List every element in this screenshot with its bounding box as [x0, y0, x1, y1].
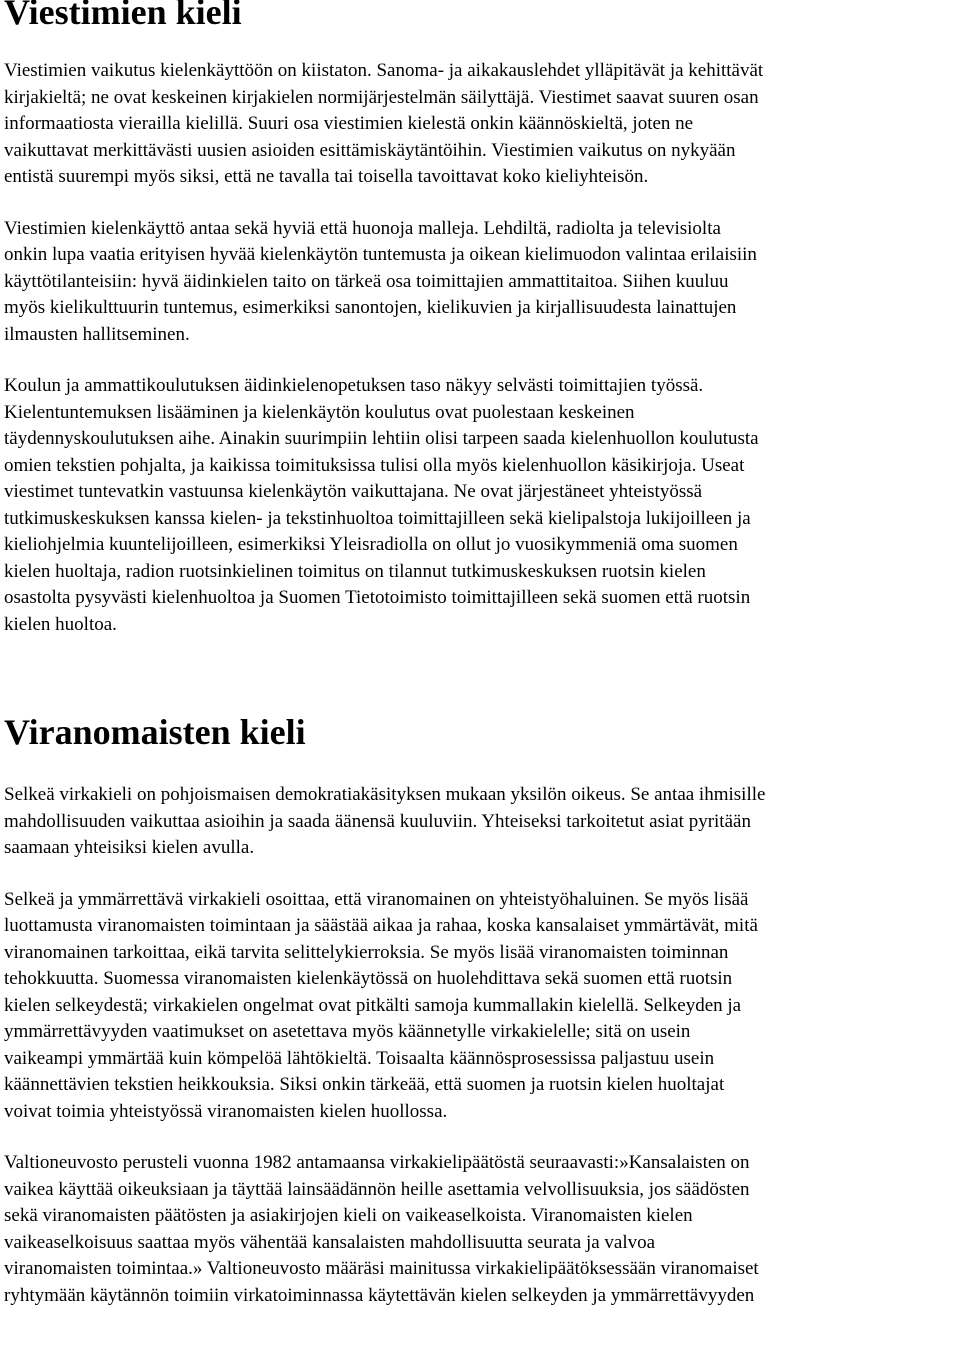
text-line: mahdollisuuden vaikuttaa asioihin ja saada äänensä kuuluviin. Yhteiseksi tarkoitetut asiat pyritään: [4, 810, 751, 832]
text-line: voivat toimia yhteistyössä viranomaisten kielen huollossa.: [4, 1100, 448, 1122]
text-line: informaatiosta vierailla kielillä. Suuri osa viestimien kielestä onkin käännöskieltä, joten ne: [4, 113, 694, 134]
section-heading-viestimien-kieli: Viestimien kieli: [4, 0, 242, 32]
text-line: luottamusta viranomaisten toimintaan ja säästää aikaa ja rahaa, koska kansalaiset ymmärtävät, mitä: [4, 915, 758, 936]
text-line: vaikea käyttää oikeuksiaan ja täyttää lainsäädännön heille asettamia velvollisuuksia, jos säädösten: [4, 1178, 750, 1200]
text-line: kielen huoltoa.: [4, 613, 117, 635]
text-line: vaikuttavat merkittävästi uusien asioiden esittämiskäytäntöihin. Viestimien vaikutus on nykyään: [4, 139, 736, 161]
text-line: Viestimien kielenkäyttö antaa sekä hyviä että huonoja malleja. Lehdiltä, radiolta ja televisiolta: [4, 217, 721, 239]
text-line: Selkeä virkakieli on pohjoismaisen demokratiakäsityksen mukaan yksilön oikeus. Se antaa ihmisille: [4, 784, 766, 805]
text-line: Valtioneuvosto perusteli vuonna 1982 antamaansa virkakielipäätöstä seuraavasti:»Kansalaisten on: [4, 1152, 750, 1173]
text-line: täydennyskoulutuksen aihe. Ainakin suurimpiin lehtiin olisi tarpeen saada kielenhuollon koulutusta: [4, 428, 759, 449]
text-line: myös kielikulttuurin tuntemus, esimerkiksi sanontojen, kielikuvien ja kirjallisuudesta lainattujen: [4, 297, 737, 318]
paragraph: [4, 216, 960, 349]
text-line: käyttötilanteisiin: hyvä äidinkielen taito on tärkeä osa toimittajien ammattitaitoa. Siihen kuuluu: [4, 270, 729, 292]
text-line: ymmärrettävyyden vaatimukset on asetettava myös käännetylle virkakielelle; sitä on usein: [4, 1021, 691, 1042]
text-line: vaikeampi ymmärtää kuin kömpelöä lähtökieltä. Toisaalta käännösprosessissa paljastuu usein: [4, 1047, 715, 1069]
text-line: tehokkuutta. Suomessa viranomaisten kielenkäytössä on huolehdittava sekä suomen että ruotsin: [4, 968, 733, 989]
text-line: Selkeä ja ymmärrettävä virkakieli osoittaa, että viranomainen on yhteistyöhaluinen. Se myös lisää: [4, 888, 749, 910]
text-line: Kielentuntemuksen lisääminen ja kielenkäytön koulutus ovat puolestaan keskeinen: [4, 401, 635, 423]
text-line: sekä viranomaisten päätösten ja asiakirjojen kieli on vaikeaselkoista. Viranomaisten kielen: [4, 1205, 693, 1226]
text-line: saamaan yhteisiksi kielen avulla.: [4, 837, 255, 858]
text-line: ilmausten hallitseminen.: [4, 323, 190, 345]
section-heading-viranomaisten-kieli: Viranomaisten kieli: [4, 712, 306, 752]
text-line: kielen huoltaja, radion ruotsinkielinen toimitus on tilannut tutkimuskeskuksen ruotsin kielen: [4, 560, 706, 582]
text-line: tutkimuskeskuksen kanssa kielen- ja tekstinhuoltoa toimittajilleen sekä kielipalstoja lukijoilleen ja: [4, 507, 751, 529]
text-line: käännettävien tekstien heikkouksia. Siksi onkin tärkeää, että suomen ja ruotsin kielen huoltajat: [4, 1074, 725, 1095]
text-line: viestimet tuntevatkin vastuunsa kielenkäytön vaikuttajana. Ne ovat järjestäneet yhteistyössä: [4, 481, 703, 502]
text-line: kielen selkeydestä; virkakielen ongelmat ovat pitkälti samoja kummallakin kielellä. Selkeyden ja: [4, 994, 742, 1016]
text-line: entistä suurempi myös siksi, että ne tavalla tai toisella tavoittavat koko kieliyhteisön.: [4, 166, 649, 187]
paragraph: [4, 782, 960, 862]
text-line: Koulun ja ammattikoulutuksen äidinkielenopetuksen taso näkyy selvästi toimittajien työssä.: [4, 375, 704, 396]
paragraph: [4, 58, 960, 191]
paragraph: [4, 373, 960, 638]
text-line: vaikeaselkoisuus saattaa myös vähentää kansalaisten mahdollisuutta seurata ja valvoa: [4, 1231, 656, 1253]
paragraph: [4, 1150, 960, 1309]
text-line: viranomaisten toimintaa.» Valtioneuvosto määräsi mainitussa virkakielipäätöksessään viranomaiset: [4, 1258, 759, 1279]
text-line: omien tekstien pohjalta, ja kaikissa toimituksissa tulisi olla myös kielenhuollon käsikirjoja. Useat: [4, 454, 745, 476]
text-line: osastolta pysyvästi kielenhuoltoa ja Suomen Tietotoimisto toimittajilleen sekä suomen että ruotsin: [4, 587, 751, 608]
text-line: kirjakieltä; ne ovat keskeinen kirjakielen normijärjestelmän säilyttäjä. Viestimet saavat suuren osan: [4, 86, 759, 108]
text-line: Viestimien vaikutus kielenkäyttöön on kiistaton. Sanoma- ja aikakauslehdet ylläpitävät ja kehittävät: [4, 60, 764, 81]
text-line: kieliohjelmia kuuntelijoilleen, esimerkiksi Yleisradiolla on ollut jo vuosikymmeniä oma suomen: [4, 534, 738, 555]
text-line: ryhtymään käytännön toimiin virkatoiminnassa käytettävän kielen selkeyden ja ymmärrettävyyden: [4, 1284, 755, 1306]
paragraph: [4, 887, 960, 1126]
text-line: viranomainen tarkoittaa, eikä tarvita selittelykierroksia. Se myös lisää viranomaisten toiminnan: [4, 941, 729, 963]
text-line: onkin lupa vaatia erityisen hyvää kielenkäytön tuntemusta ja oikean kielimuodon valintaa erilaisiin: [4, 244, 757, 265]
